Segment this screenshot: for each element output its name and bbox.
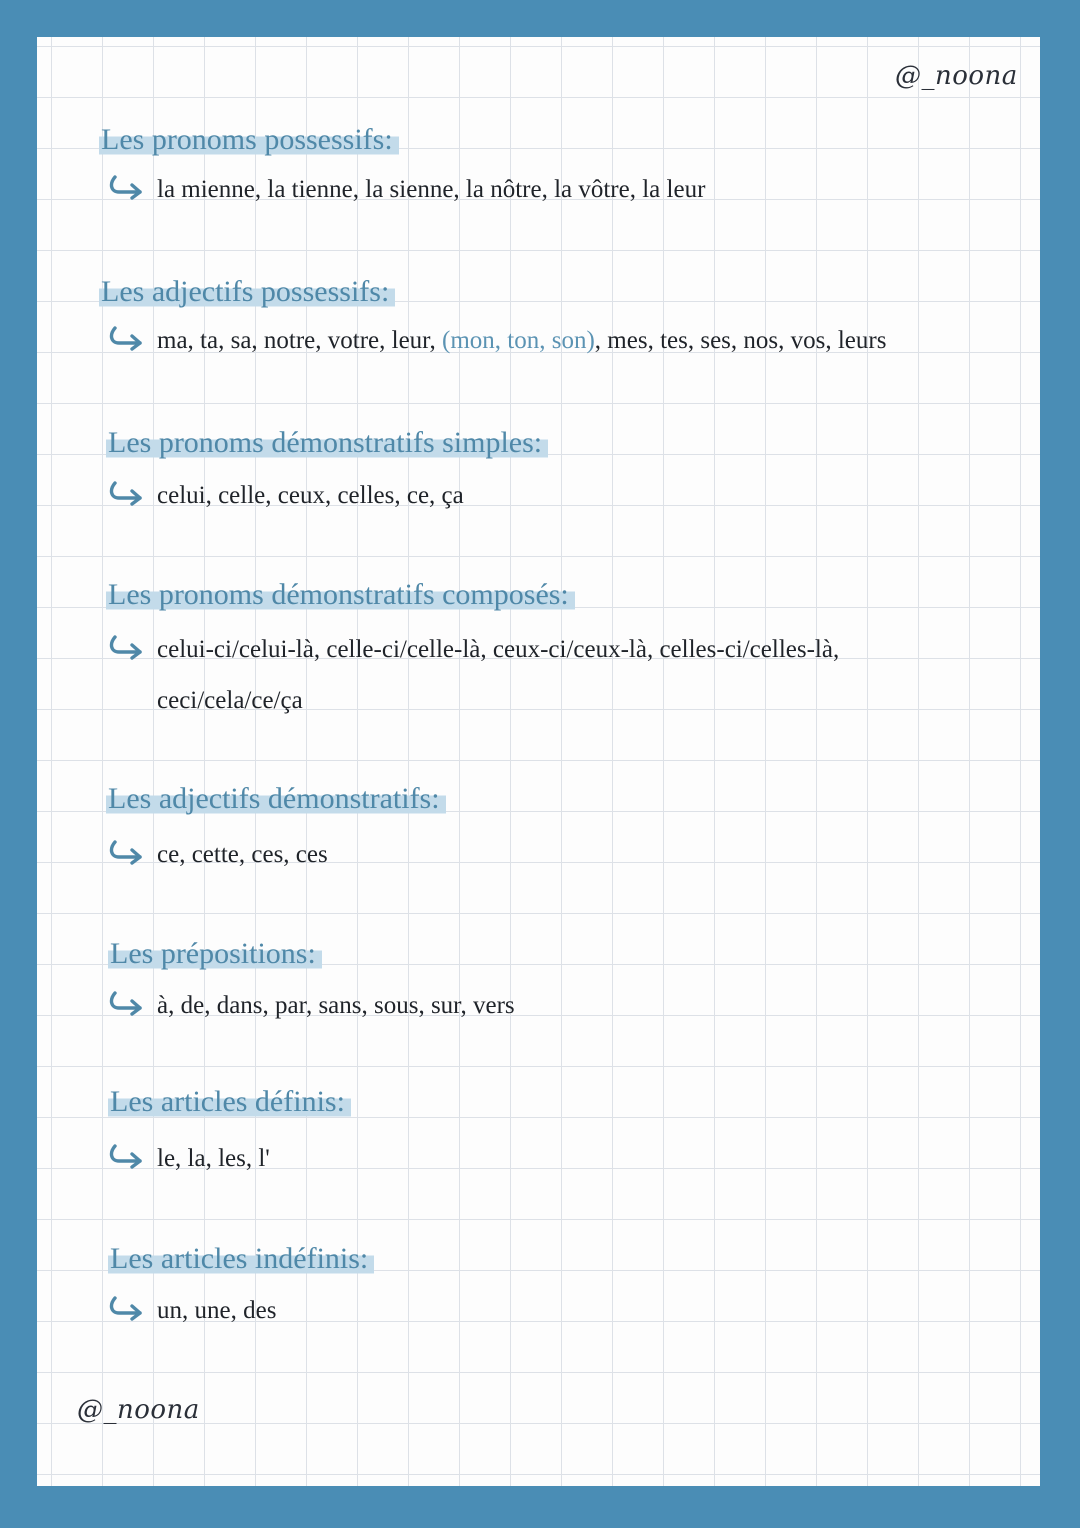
heading-articles-definis: Les articles définis: — [108, 1085, 351, 1119]
curved-arrow-icon — [107, 478, 147, 508]
heading-prepositions: Les prépositions: — [108, 937, 322, 971]
content-pronoms-possessifs — [107, 164, 705, 215]
watermark-bottom: @_noona — [77, 1395, 200, 1425]
curved-arrow-icon — [107, 632, 147, 662]
heading-adjectifs-demonstratifs: Les adjectifs démonstratifs: — [106, 782, 446, 816]
content-prepositions — [107, 980, 515, 1031]
content-articles-indefinis — [107, 1285, 276, 1336]
content-text — [157, 624, 839, 726]
content-text: ce, cette, ces, ces — [157, 841, 328, 868]
content-line-2: ceci/cela/ce/ça — [157, 687, 303, 714]
content-text — [157, 315, 886, 366]
content-after: , mes, tes, ses, nos, vos, leurs — [594, 327, 887, 354]
content-text: le, la, les, l' — [157, 1145, 270, 1172]
content-before: ma, ta, sa, notre, votre, leur, — [157, 327, 436, 354]
heading-articles-indefinis: Les articles indéfinis: — [108, 1242, 374, 1276]
heading-adjectifs-possessifs: Les adjectifs possessifs: — [99, 275, 395, 309]
curved-arrow-icon — [107, 1293, 147, 1323]
curved-arrow-icon — [107, 1141, 147, 1171]
content-accent: (mon, ton, son) — [442, 327, 595, 354]
curved-arrow-icon — [107, 172, 147, 202]
heading-pronoms-demonstratifs-composes: Les pronoms démonstratifs composés: — [106, 578, 575, 612]
content-text: un, une, des — [157, 1297, 277, 1324]
curved-arrow-icon — [107, 323, 147, 353]
watermark-top: @_noona — [895, 61, 1018, 91]
content-articles-definis — [107, 1133, 270, 1184]
content-text: à, de, dans, par, sans, sous, sur, vers — [157, 992, 515, 1019]
content-adjectifs-possessifs — [107, 315, 886, 366]
heading-pronoms-possessifs: Les pronoms possessifs: — [99, 123, 399, 157]
heading-pronoms-demonstratifs-simples: Les pronoms démonstratifs simples: — [106, 426, 548, 460]
notebook-page — [37, 37, 1040, 1486]
content-line-1: celui-ci/celui-là, celle-ci/celle-là, ceux-ci/ceux-là, celles-ci/celles-là, — [157, 636, 840, 663]
content-pronoms-demonstratifs-simples — [107, 470, 464, 521]
curved-arrow-icon — [107, 988, 147, 1018]
content-text: celui, celle, ceux, celles, ce, ça — [157, 482, 464, 509]
content-adjectifs-demonstratifs — [107, 829, 328, 880]
content-text: la mienne, la tienne, la sienne, la nôtre, la vôtre, la leur — [157, 176, 706, 203]
content-pronoms-demonstratifs-composes — [107, 624, 839, 726]
curved-arrow-icon — [107, 837, 147, 867]
